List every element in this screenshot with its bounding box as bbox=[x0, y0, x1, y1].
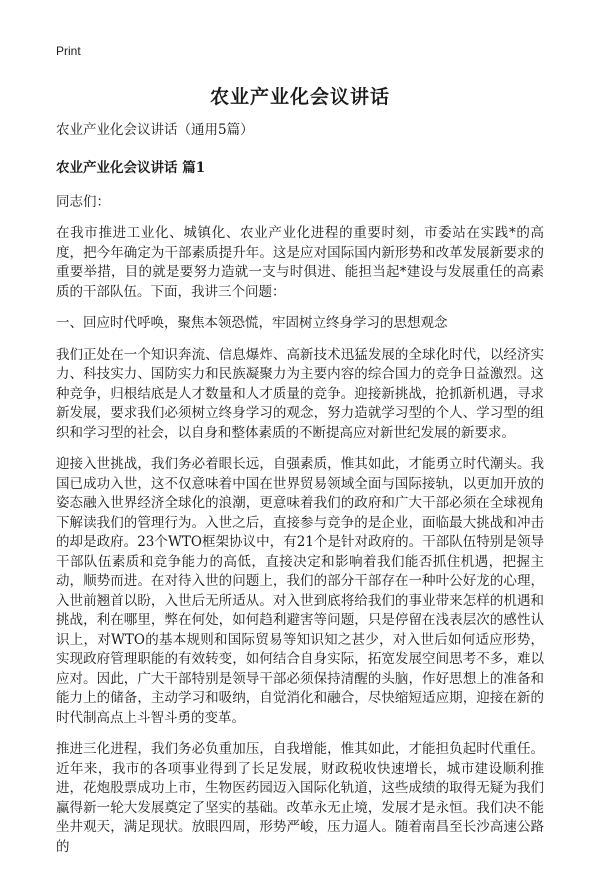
document-body bbox=[56, 120, 544, 869]
paragraph-intro: 在我市推进工业化、城镇化、农业产业化进程的重要时刻，市委站在实践*的高度，把今年确定为干部素质提升年。这是应对国际国内新形势和改革发展新要求的重要举措，目的就是要努力造就一支与时俱进、能担当起*建设与发展重任的高素质的干部队伍。下面，我讲三个问题： bbox=[56, 225, 544, 300]
document-title: 农业产业化会议讲话 bbox=[209, 86, 390, 108]
paragraph-body: 推进三化进程，我们务必负重加压，自我增能，惟其如此，才能担负起时代重任。近年来，我市的各项事业得到了长足发展，财政税收快速增长，城市建设顺利推进，花炮股票成功上市，生物医药园迈入国际化轨道，这些成绩的取得无疑为我们赢得新一轮大发展奠定了坚实的基础。改革永无止境，发展才是永恒。我们决不能坐井观天，满足现状。放眼四周，形势严峻，压力逼人。随着南昌至长沙高速公路的 bbox=[56, 741, 544, 855]
paragraph-body: 迎接入世挑战，我们务必着眼长远，自强素质，惟其如此，才能勇立时代潮头。我国已成功入世，这不仅意味着中国在世界贸易领域全面与国际接轨，以更加开放的姿态融入世界经济全球化的浪潮，更意味着我们的政府和广大干部必须在全球视角下解读我们的管理行为。入世之后，直接参与竞争的是企业，面临最大挑战和冲击的却是政府。23个WTO框架协议中，有21个是针对政府的。干部队伍特别是领导干部队伍素质和竞争能力的高低，直接决定和影响着我们能否抓住机遇，把握主动，顺势而进。在对待入世的问题上，我们的部分干部存在一种叶公好龙的心理，入世前翘首以盼，入世后无所适从。对入世到底将给我们的事业带来怎样的机遇和挑战，利在哪里，弊在何处，如何趋利避害等问题，只是停留在浅表层次的感性认识上，对WTO的基本规则和国际贸易等知识知之甚少，对入世后如何适应形势，实现政府管理职能的有效转变，如何结合自身实际，拓宽发展空间思考不多，难以应对。因此，广大干部特别是领导干部必须保持清醒的头脑，作好思想上的准备和能力上的储备，主动学习和吸纳，自觉消化和融合，尽快缩短适应期，迎接在新的时代制高点上斗智斗勇的变革。 bbox=[56, 456, 544, 726]
paragraph-body: 我们正处在一个知识奔流、信息爆炸、高新技术迅猛发展的全球化时代，以经济实力、科技实力、国防实力和民族凝聚力为主要内容的综合国力的竞争日益激烈。这种竞争，归根结底是人才数量和人才质量的竞争。迎接新挑战，抢抓新机遇，寻求新发展，要求我们必须树立终身学习的观念，努力造就学习型的个人、学习型的组织和学习型的社会，以自身和整体素质的不断提高应对新世纪发展的新要求。 bbox=[56, 346, 544, 441]
section-heading: 农业产业化会议讲话 篇1 bbox=[56, 160, 206, 176]
print-label: Print bbox=[56, 44, 81, 58]
paragraph-heading-one: 一、回应时代呼唤，聚焦本领恐慌，牢固树立终身学习的思想观念 bbox=[56, 315, 448, 331]
salutation: 同志们： bbox=[56, 194, 110, 210]
document-subtitle: 农业产业化会议讲话（通用5篇） bbox=[56, 122, 254, 138]
